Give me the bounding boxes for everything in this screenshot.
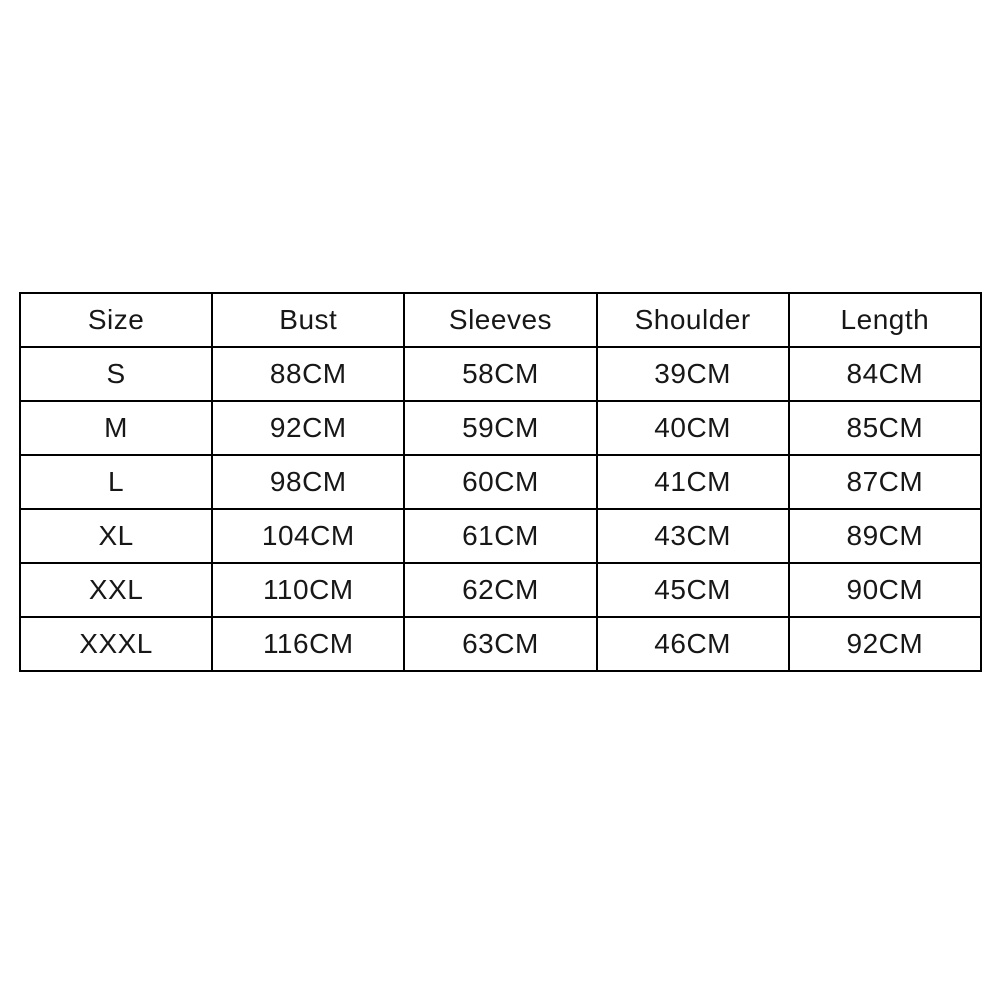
size-chart-body	[20, 347, 981, 671]
measurement-cell: 40CM	[597, 401, 789, 455]
table-row	[20, 563, 981, 617]
table-row	[20, 347, 981, 401]
size-chart-table	[19, 292, 982, 672]
measurement-cell: 63CM	[404, 617, 596, 671]
measurement-cell: 43CM	[597, 509, 789, 563]
measurement-cell: 84CM	[789, 347, 981, 401]
header-cell-bust: Bust	[212, 293, 404, 347]
header-cell-size: Size	[20, 293, 212, 347]
measurement-cell: 58CM	[404, 347, 596, 401]
header-row	[20, 293, 981, 347]
measurement-cell: 116CM	[212, 617, 404, 671]
measurement-cell: 88CM	[212, 347, 404, 401]
size-label-cell: M	[20, 401, 212, 455]
header-cell-sleeves: Sleeves	[404, 293, 596, 347]
measurement-cell: 85CM	[789, 401, 981, 455]
measurement-cell: 92CM	[789, 617, 981, 671]
measurement-cell: 46CM	[597, 617, 789, 671]
header-cell-length: Length	[789, 293, 981, 347]
measurement-cell: 90CM	[789, 563, 981, 617]
header-cell-shoulder: Shoulder	[597, 293, 789, 347]
measurement-cell: 92CM	[212, 401, 404, 455]
size-label-cell: L	[20, 455, 212, 509]
measurement-cell: 87CM	[789, 455, 981, 509]
measurement-cell: 89CM	[789, 509, 981, 563]
size-label-cell: S	[20, 347, 212, 401]
measurement-cell: 61CM	[404, 509, 596, 563]
table-row	[20, 401, 981, 455]
measurement-cell: 41CM	[597, 455, 789, 509]
size-label-cell: XXL	[20, 563, 212, 617]
measurement-cell: 110CM	[212, 563, 404, 617]
size-chart-header	[20, 293, 981, 347]
measurement-cell: 45CM	[597, 563, 789, 617]
measurement-cell: 60CM	[404, 455, 596, 509]
table-row	[20, 455, 981, 509]
table-row	[20, 509, 981, 563]
size-label-cell: XXXL	[20, 617, 212, 671]
measurement-cell: 104CM	[212, 509, 404, 563]
table-row	[20, 617, 981, 671]
measurement-cell: 39CM	[597, 347, 789, 401]
size-label-cell: XL	[20, 509, 212, 563]
measurement-cell: 98CM	[212, 455, 404, 509]
measurement-cell: 59CM	[404, 401, 596, 455]
measurement-cell: 62CM	[404, 563, 596, 617]
